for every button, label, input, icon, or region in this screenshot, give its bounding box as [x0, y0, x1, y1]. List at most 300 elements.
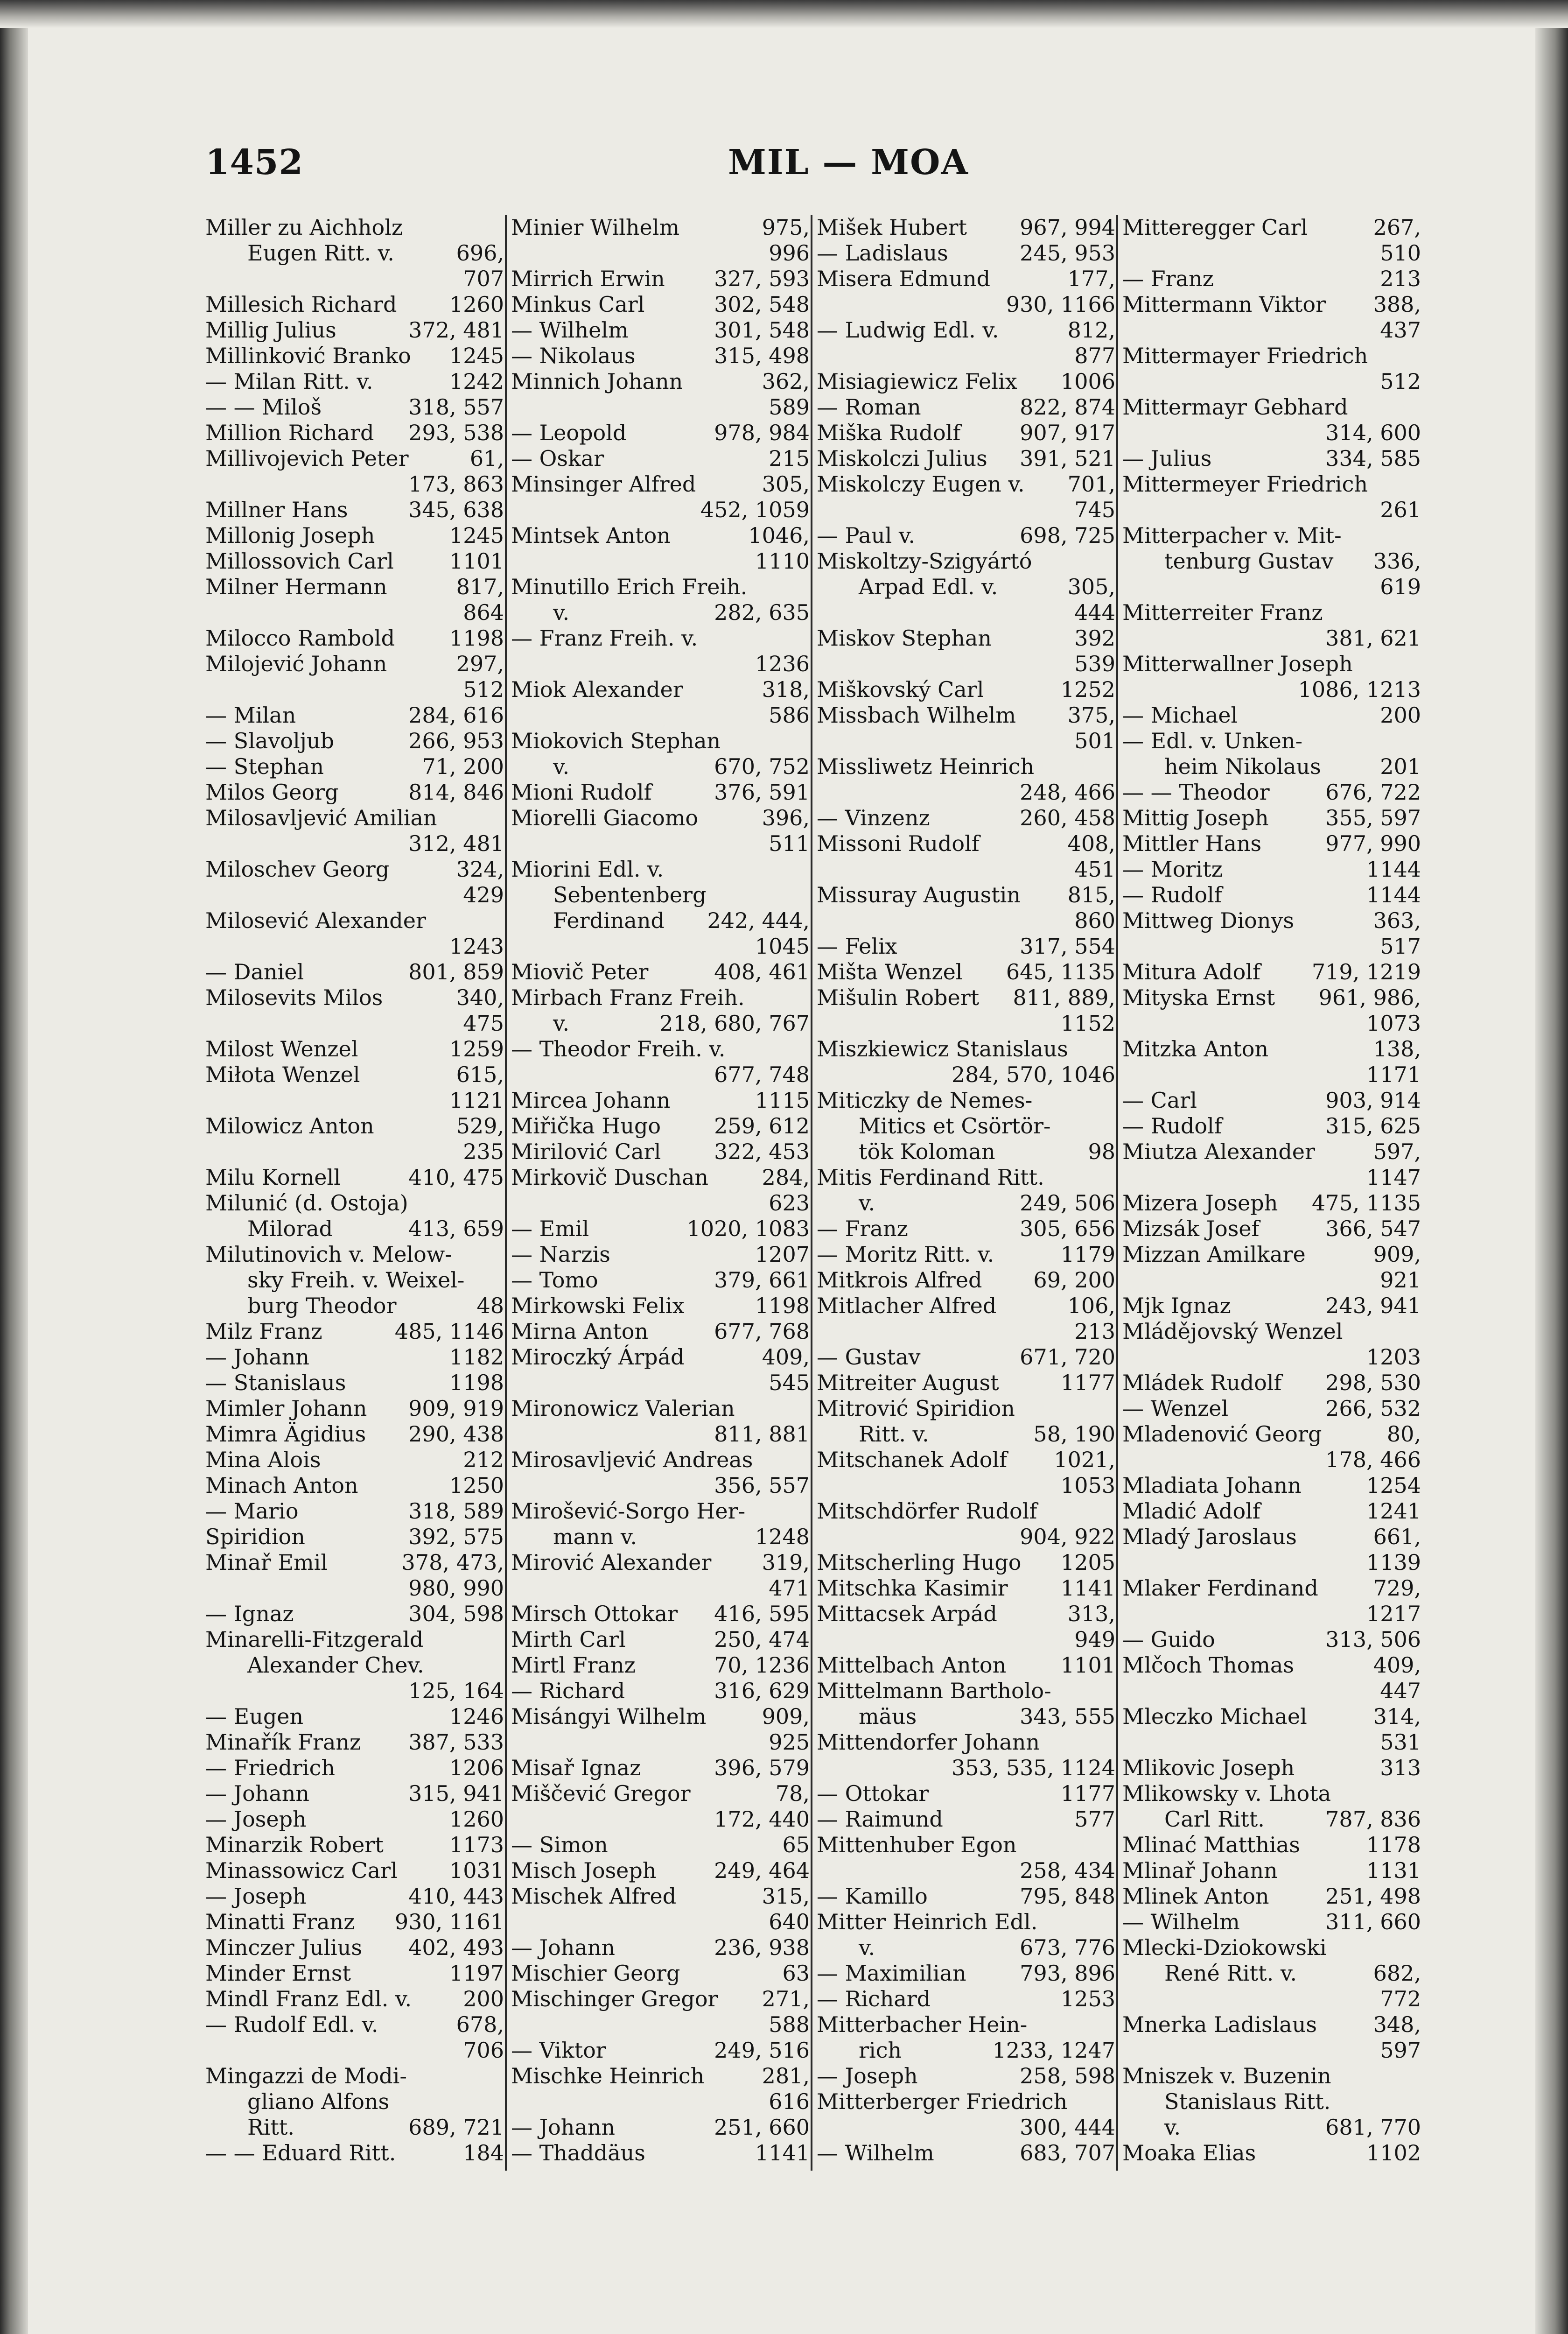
index-entry-line	[1122, 1473, 1421, 1498]
entry-page-refs: 1203	[1366, 1344, 1421, 1370]
index-entry-line	[1122, 292, 1421, 317]
entry-page-refs: 353, 535, 1124	[951, 1755, 1115, 1780]
entry-page-refs: 408, 461	[714, 959, 810, 984]
entry-page-refs: 215	[769, 446, 810, 471]
index-entry-line	[817, 1293, 1115, 1319]
index-entry-line	[205, 1216, 504, 1242]
entry-page-refs: 814, 846	[408, 780, 504, 805]
entry-name: Mittendorfer Johann	[817, 1729, 1040, 1755]
entry-name: sky Freih. v. Weixel-	[247, 1267, 465, 1293]
index-entry-line	[205, 908, 504, 934]
entry-name: — Wilhelm	[817, 2140, 934, 2165]
entry-page-refs: 63	[782, 1961, 810, 1986]
index-entry-line	[511, 1293, 810, 1319]
entry-page-refs: 218, 680, 767	[659, 1011, 810, 1036]
entry-name: Minassowicz Carl	[205, 1858, 398, 1883]
index-entry-line	[817, 1575, 1115, 1601]
index-entry-line	[1122, 1575, 1421, 1601]
index-entry-line	[817, 1884, 1115, 1909]
index-entry-line	[817, 2115, 1115, 2140]
index-entry-line	[1122, 1678, 1421, 1704]
index-entry-line	[205, 369, 504, 394]
index-entry-line	[511, 600, 810, 626]
index-entry-line	[511, 523, 810, 548]
entry-name: — Oskar	[511, 446, 604, 471]
index-entry-line	[1122, 805, 1421, 831]
index-entry-line	[205, 1909, 504, 1935]
entry-name: — Wilhelm	[1122, 1909, 1240, 1934]
entry-name: — Leopold	[511, 420, 627, 445]
index-entry-line	[511, 369, 810, 394]
entry-name: Milz Franz	[205, 1319, 322, 1344]
index-entry-line	[511, 1319, 810, 1344]
entry-page-refs: 429	[463, 882, 504, 907]
entry-page-refs: 298, 530	[1325, 1370, 1421, 1395]
index-entry-line	[1122, 394, 1421, 420]
index-entry-line	[511, 626, 810, 651]
entry-name: Mlinař Johann	[1122, 1858, 1278, 1883]
entry-page-refs: 531	[1380, 1729, 1421, 1755]
entry-page-refs: 1217	[1366, 1601, 1421, 1626]
entry-name: heim Nikolaus	[1164, 754, 1321, 779]
entry-page-refs: 271,	[762, 1986, 810, 2011]
entry-page-refs: 512	[463, 677, 504, 702]
index-entry-line	[205, 497, 504, 523]
index-columns	[205, 215, 1419, 2175]
index-entry-line	[1122, 215, 1421, 240]
entry-page-refs: 471	[769, 1575, 810, 1601]
index-entry-line	[511, 1781, 810, 1807]
index-entry-line	[205, 831, 504, 857]
index-entry-line	[1122, 523, 1421, 548]
entry-name: Mitterberger Friedrich	[817, 2089, 1068, 2114]
entry-page-refs: 138,	[1373, 1036, 1421, 1062]
index-entry-line	[817, 882, 1115, 908]
entry-name: rich	[859, 2038, 902, 2063]
entry-name: v.	[859, 1935, 875, 1960]
entry-name: Mioni Rudolf	[511, 780, 652, 805]
index-entry-line	[817, 1755, 1115, 1781]
entry-page-refs: 284, 570, 1046	[951, 1062, 1115, 1087]
entry-page-refs: 707	[463, 266, 504, 291]
index-entry-line	[1122, 831, 1421, 857]
entry-page-refs: 1253	[1060, 1986, 1115, 2011]
index-entry-line	[511, 1524, 810, 1550]
entry-page-refs: 811, 881	[714, 1421, 810, 1447]
index-entry-line	[205, 471, 504, 497]
index-entry-line	[1122, 1165, 1421, 1190]
entry-name: — Edl. v. Unken-	[1122, 728, 1303, 753]
entry-name: Miskov Stephan	[817, 626, 992, 651]
index-entry-line	[817, 651, 1115, 677]
entry-name: Mittacsek Arpád	[817, 1601, 997, 1626]
index-entry-line	[1122, 1190, 1421, 1216]
index-entry-line	[817, 857, 1115, 882]
entry-page-refs: 444	[1074, 600, 1115, 625]
index-entry-line	[817, 1242, 1115, 1267]
entry-page-refs: 815,	[1067, 882, 1115, 907]
page-range-heading: MIL — MOA	[728, 142, 969, 183]
entry-page-refs: 539	[1074, 651, 1115, 676]
index-entry-line	[1122, 1729, 1421, 1755]
entry-name: — Thaddäus	[511, 2140, 645, 2165]
entry-page-refs: 801, 859	[408, 959, 504, 984]
entry-name: — Tomo	[511, 1267, 598, 1293]
index-entry-line	[205, 626, 504, 651]
column-rule	[1116, 215, 1118, 2171]
entry-page-refs: 284, 616	[408, 703, 504, 728]
entry-name: Mirosavljević Andreas	[511, 1447, 753, 1472]
index-entry-line	[511, 266, 810, 292]
index-entry-line	[205, 1242, 504, 1267]
entry-page-refs: 213	[1380, 266, 1421, 291]
entry-name: — Franz	[1122, 266, 1214, 291]
entry-page-refs: 619	[1380, 574, 1421, 599]
entry-name: Mintsek Anton	[511, 523, 671, 548]
entry-name: mann v.	[553, 1524, 637, 1549]
index-entry-line	[817, 703, 1115, 728]
entry-name: Mleczko Michael	[1122, 1704, 1307, 1729]
index-entry-line	[511, 908, 810, 934]
index-entry-line	[205, 1190, 504, 1216]
index-entry-line	[511, 677, 810, 703]
entry-page-refs: 65	[782, 1832, 810, 1857]
entry-name: — Joseph	[205, 1884, 307, 1909]
entry-name: Miorini Edl. v.	[511, 857, 664, 882]
index-entry-line	[1122, 497, 1421, 523]
entry-name: — Richard	[511, 1678, 625, 1703]
entry-page-refs: 305,	[762, 471, 810, 497]
entry-name: Missbach Wilhelm	[817, 703, 1016, 728]
entry-page-refs: 996	[769, 240, 810, 266]
entry-name: Miroczký Árpád	[511, 1344, 685, 1370]
index-entry-line	[817, 1627, 1115, 1652]
index-entry-line	[1122, 754, 1421, 780]
entry-page-refs: 356, 557	[714, 1473, 810, 1498]
entry-name: tök Koloman	[859, 1139, 995, 1164]
entry-page-refs: 597	[1380, 2038, 1421, 2063]
entry-page-refs: 1260	[449, 292, 504, 317]
entry-page-refs: 324,	[456, 857, 504, 882]
entry-page-refs: 266, 532	[1325, 1396, 1421, 1421]
entry-name: Mimler Johann	[205, 1396, 367, 1421]
entry-name: Millig Julius	[205, 317, 336, 343]
index-entry-line	[205, 600, 504, 626]
entry-page-refs: 313	[1380, 1755, 1421, 1780]
index-entry-line	[1122, 908, 1421, 934]
entry-name: Mimra Ägidius	[205, 1421, 366, 1447]
entry-name: Mitter Heinrich Edl.	[817, 1909, 1038, 1934]
index-entry-line	[205, 1781, 504, 1807]
index-entry-line	[817, 471, 1115, 497]
index-entry-line	[1122, 1344, 1421, 1370]
index-entry-line	[817, 1036, 1115, 1062]
entry-page-refs: 1197	[449, 1961, 504, 1986]
entry-page-refs: 1171	[1366, 1062, 1421, 1087]
entry-name: Misiagiewicz Felix	[817, 369, 1017, 394]
index-entry-line	[817, 780, 1115, 805]
entry-name: Mladý Jaroslaus	[1122, 1524, 1297, 1549]
index-entry-line	[511, 1036, 810, 1062]
entry-page-refs: 452, 1059	[700, 497, 810, 522]
index-entry-line	[511, 651, 810, 677]
entry-name: Milos Georg	[205, 780, 339, 805]
index-entry-line	[205, 677, 504, 703]
entry-name: — Joseph	[205, 1807, 307, 1832]
entry-name: Millonig Joseph	[205, 523, 375, 548]
entry-name: Milosavljević Amilian	[205, 805, 437, 830]
index-entry-line	[1122, 574, 1421, 600]
entry-page-refs: 316, 629	[714, 1678, 810, 1703]
index-entry-line	[817, 728, 1115, 754]
entry-page-refs: 249, 516	[714, 2038, 810, 2063]
entry-page-refs: 1141	[1060, 1575, 1115, 1601]
index-entry-line	[205, 1396, 504, 1421]
entry-name: Missliwetz Heinrich	[817, 754, 1035, 779]
index-entry-line	[511, 1242, 810, 1267]
entry-name: Minder Ernst	[205, 1961, 351, 1986]
index-entry-line	[817, 548, 1115, 574]
entry-page-refs: 510	[1380, 240, 1421, 266]
index-entry-line	[511, 857, 810, 882]
entry-page-refs: 249, 506	[1020, 1190, 1115, 1216]
index-entry-line	[1122, 1293, 1421, 1319]
index-entry-line	[817, 2140, 1115, 2166]
entry-page-refs: 379, 661	[714, 1267, 810, 1293]
entry-name: — Carl	[1122, 1088, 1197, 1113]
entry-name: Ferdinand	[553, 908, 665, 933]
entry-page-refs: 381, 621	[1325, 626, 1421, 651]
index-entry-line	[511, 805, 810, 831]
index-entry-line	[205, 959, 504, 985]
entry-name: Mirilović Carl	[511, 1139, 661, 1164]
index-entry-line	[205, 1961, 504, 1986]
entry-page-refs: 961, 986,	[1318, 985, 1421, 1010]
index-entry-line	[511, 1550, 810, 1575]
entry-page-refs: 588	[769, 2012, 810, 2037]
index-entry-line	[205, 1729, 504, 1755]
entry-page-refs: 787, 836	[1325, 1807, 1421, 1832]
entry-page-refs: 545	[769, 1370, 810, 1395]
entry-name: Mizsák Josef	[1122, 1216, 1260, 1241]
entry-page-refs: 1110	[755, 548, 810, 574]
entry-name: — Ladislaus	[817, 240, 948, 266]
index-entry-line	[205, 343, 504, 369]
entry-page-refs: 61,	[469, 446, 504, 471]
entry-name: Milorad	[247, 1216, 333, 1241]
index-entry-line	[817, 1678, 1115, 1704]
entry-name: Mittermayer Friedrich	[1122, 343, 1368, 368]
index-entry-line	[817, 1139, 1115, 1165]
entry-page-refs: 1207	[755, 1242, 810, 1267]
index-entry-line	[1122, 2115, 1421, 2140]
index-entry-line	[205, 1447, 504, 1473]
index-entry-line	[205, 266, 504, 292]
entry-name: Missuray Augustin	[817, 882, 1021, 907]
entry-name: Mirna Anton	[511, 1319, 649, 1344]
index-entry-line	[205, 1473, 504, 1498]
index-entry-line	[511, 471, 810, 497]
entry-page-refs: 413, 659	[408, 1216, 504, 1241]
entry-name: Mladić Adolf	[1122, 1498, 1260, 1524]
entry-name: Miovič Peter	[511, 959, 649, 984]
index-entry-line	[511, 292, 810, 317]
index-entry-line	[1122, 369, 1421, 394]
entry-page-refs: 301, 548	[714, 317, 810, 343]
entry-name: — Slavoljub	[205, 728, 334, 753]
entry-page-refs: 512	[1380, 369, 1421, 394]
entry-name: — — Eduard Ritt.	[205, 2140, 396, 2165]
entry-page-refs: 200	[1380, 703, 1421, 728]
entry-page-refs: 1242	[449, 369, 504, 394]
index-entry-line	[817, 1498, 1115, 1524]
entry-name: Arpad Edl. v.	[859, 574, 998, 599]
entry-name: Mirkovič Duschan	[511, 1165, 709, 1190]
entry-name: Minař Emil	[205, 1550, 328, 1575]
index-entry-line	[817, 1319, 1115, 1344]
entry-name: — Felix	[817, 934, 897, 959]
entry-page-refs: 172, 440	[714, 1807, 810, 1832]
entry-name: — Milan Ritt. v.	[205, 369, 373, 394]
entry-page-refs: 701,	[1067, 471, 1115, 497]
entry-name: Milocco Rambold	[205, 626, 395, 651]
entry-page-refs: 125, 164	[408, 1678, 504, 1703]
index-entry-line	[511, 2140, 810, 2166]
entry-name: Mischier Georg	[511, 1961, 680, 1986]
index-entry-line	[205, 728, 504, 754]
entry-page-refs: 258, 434	[1020, 1858, 1115, 1883]
entry-page-refs: 671, 720	[1020, 1344, 1115, 1370]
entry-page-refs: 475	[463, 1011, 504, 1036]
entry-page-refs: 1121	[449, 1088, 504, 1113]
index-entry-line	[511, 1473, 810, 1498]
entry-name: Ritt. v.	[859, 1421, 929, 1447]
entry-name: Mischinger Gregor	[511, 1986, 718, 2011]
entry-name: — Kamillo	[817, 1884, 928, 1909]
entry-name: Mitschanek Adolf	[817, 1447, 1008, 1472]
index-entry-line	[1122, 857, 1421, 882]
entry-name: Minarzik Robert	[205, 1832, 384, 1857]
entry-name: Milost Wenzel	[205, 1036, 358, 1062]
index-entry-line	[817, 1524, 1115, 1550]
index-entry-line	[511, 754, 810, 780]
index-entry-line	[817, 1165, 1115, 1190]
index-entry-line	[1122, 2140, 1421, 2166]
index-entry-line	[817, 1729, 1115, 1755]
entry-page-refs: 745	[1074, 497, 1115, 522]
index-entry-line	[205, 985, 504, 1011]
entry-name: — Simon	[511, 1832, 608, 1857]
index-entry-line	[817, 934, 1115, 959]
entry-page-refs: 678,	[456, 2012, 504, 2037]
index-entry-line	[817, 1421, 1115, 1447]
index-entry-line	[205, 292, 504, 317]
entry-name: Mina Alois	[205, 1447, 321, 1472]
entry-page-refs: 1198	[449, 1370, 504, 1395]
entry-name: Mnerka Ladislaus	[1122, 2012, 1317, 2037]
page-edge-left	[0, 0, 28, 2334]
index-entry-line	[205, 317, 504, 343]
entry-name: Mirkowski Felix	[511, 1293, 685, 1318]
entry-page-refs: 640	[769, 1909, 810, 1934]
entry-page-refs: 177,	[1067, 266, 1115, 291]
entry-page-refs: 1006	[1060, 369, 1115, 394]
index-entry-line	[511, 548, 810, 574]
entry-page-refs: 410, 475	[408, 1165, 504, 1190]
index-column-2	[511, 215, 810, 2175]
entry-page-refs: 318, 557	[408, 394, 504, 420]
entry-name: Minier Wilhelm	[511, 215, 680, 240]
index-entry-line	[511, 1678, 810, 1704]
entry-name: Misángyi Wilhelm	[511, 1704, 707, 1729]
entry-name: — Johann	[511, 1935, 616, 1960]
index-entry-line	[817, 1473, 1115, 1498]
index-entry-line	[817, 1267, 1115, 1293]
entry-page-refs: 261	[1380, 497, 1421, 522]
index-entry-line	[817, 1396, 1115, 1421]
entry-name: Miutza Alexander	[1122, 1139, 1316, 1164]
index-entry-line	[511, 1370, 810, 1396]
entry-page-refs: 907, 917	[1020, 420, 1115, 445]
index-entry-line	[511, 1088, 810, 1113]
entry-page-refs: 69, 200	[1033, 1267, 1115, 1293]
index-entry-line	[205, 1498, 504, 1524]
entry-name: Mlecki-Dziokowski	[1122, 1935, 1327, 1960]
entry-name: Miokovich Stephan	[511, 728, 721, 753]
entry-page-refs: 1198	[449, 626, 504, 651]
entry-name: Mingazzi de Modi-	[205, 2063, 407, 2088]
index-entry-line	[817, 2012, 1115, 2038]
entry-page-refs: 811, 889,	[1013, 985, 1115, 1010]
entry-page-refs: 249, 464	[714, 1858, 810, 1883]
entry-name: Carl Ritt.	[1164, 1807, 1265, 1832]
entry-page-refs: 343, 555	[1020, 1704, 1115, 1729]
entry-name: — Maximilian	[817, 1961, 966, 1986]
index-entry-line	[1122, 1370, 1421, 1396]
index-entry-line	[817, 1344, 1115, 1370]
index-entry-line	[205, 1807, 504, 1832]
entry-page-refs: 485, 1146	[394, 1319, 504, 1344]
entry-name: — Milan	[205, 703, 296, 728]
entry-name: Mládek Rudolf	[1122, 1370, 1282, 1395]
index-entry-line	[1122, 2012, 1421, 2038]
index-entry-line	[205, 2089, 504, 2115]
entry-name: Mitteregger Carl	[1122, 215, 1308, 240]
entry-name: Millivojevich Peter	[205, 446, 409, 471]
entry-page-refs: 437	[1380, 317, 1421, 343]
index-entry-line	[205, 1858, 504, 1884]
entry-page-refs: 706	[463, 2038, 504, 2063]
entry-page-refs: 409,	[762, 1344, 810, 1370]
entry-page-refs: 313,	[1067, 1601, 1115, 1626]
entry-name: Mjk Ignaz	[1122, 1293, 1231, 1318]
entry-name: tenburg Gustav	[1164, 548, 1334, 574]
entry-name: Mittermayr Gebhard	[1122, 394, 1348, 420]
entry-name: Minach Anton	[205, 1473, 358, 1498]
column-rule	[811, 215, 812, 2171]
index-entry-line	[205, 1113, 504, 1139]
entry-page-refs: 336,	[1373, 548, 1421, 574]
entry-page-refs: 1173	[449, 1832, 504, 1857]
entry-name: Mirbach Franz Freih.	[511, 985, 745, 1010]
entry-name: — Rudolf	[1122, 882, 1222, 907]
entry-page-refs: 362,	[762, 369, 810, 394]
index-entry-line	[511, 1216, 810, 1242]
entry-page-refs: 315, 498	[714, 343, 810, 368]
entry-name: Mitkrois Alfred	[817, 1267, 982, 1293]
entry-page-refs: 251, 498	[1325, 1884, 1421, 1909]
entry-name: Milner Hermann	[205, 574, 387, 599]
